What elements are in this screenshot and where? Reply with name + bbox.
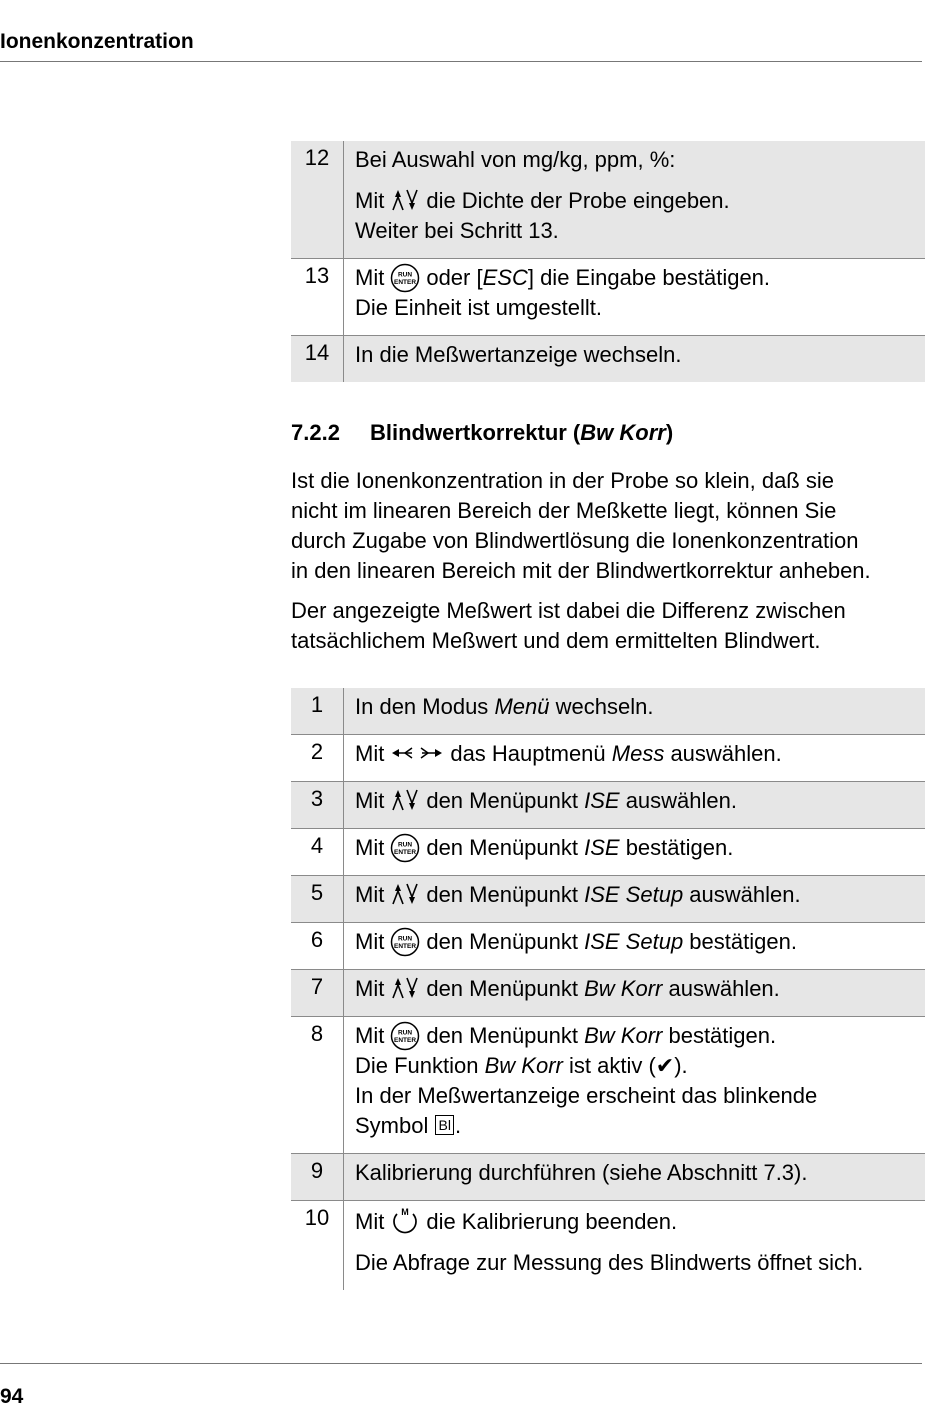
- step-number: 14: [291, 336, 344, 383]
- run-label: RUN: [398, 935, 413, 943]
- step-text: [344, 1154, 926, 1201]
- table-row: [291, 876, 925, 923]
- step-text-part: ist aktiv (: [562, 1053, 656, 1078]
- step-text-part: wechseln.: [549, 694, 654, 719]
- up-down-arrow-keys-icon: [390, 788, 420, 812]
- paragraph-line: in den linearen Bereich mit der Blindwertkorrektur anheben.: [291, 558, 871, 583]
- step-text-part: den Menüpunkt: [426, 835, 585, 860]
- step-text-part: ).: [674, 1053, 688, 1078]
- step-text-part: auswählen.: [683, 882, 801, 907]
- step-text-part: den Menüpunkt: [426, 1023, 585, 1048]
- step-line: [355, 974, 917, 1004]
- table-row: [291, 688, 925, 735]
- enter-label: ENTER: [394, 279, 417, 286]
- table-row: [291, 141, 925, 259]
- step-line: [355, 1111, 917, 1141]
- step-text-part: den Menüpunkt: [426, 882, 585, 907]
- step-text: [344, 336, 926, 383]
- step-line: In der Meßwertanzeige erscheint das blinkende: [355, 1083, 818, 1108]
- step-text: [344, 1017, 926, 1154]
- menu-term: ISE: [584, 788, 620, 813]
- step-line: Kalibrierung durchführen (siehe Abschnitt 7.3).: [355, 1160, 808, 1185]
- step-text-part: In den Modus: [355, 694, 495, 719]
- step-text-part: ] die Eingabe bestätigen.: [527, 265, 771, 290]
- step-line: [355, 1051, 917, 1081]
- step-number: 6: [291, 923, 344, 970]
- step-text-part: auswählen.: [664, 741, 782, 766]
- step-line: [355, 1021, 917, 1051]
- menu-term: ISE Setup: [584, 929, 684, 954]
- up-down-arrow-keys-icon: [390, 188, 420, 212]
- step-number: 10: [291, 1201, 344, 1291]
- step-line: [355, 739, 917, 769]
- menu-term: ISE: [584, 835, 620, 860]
- step-line: [355, 833, 917, 863]
- footer-rule: [0, 1363, 922, 1364]
- table-row: [291, 735, 925, 782]
- step-line: [355, 786, 917, 816]
- header-rule: [0, 61, 922, 62]
- step-number: 5: [291, 876, 344, 923]
- step-text-part: auswählen.: [662, 976, 780, 1001]
- step-number: 2: [291, 735, 344, 782]
- table-row: [291, 782, 925, 829]
- section-title-em: Bw Korr: [580, 420, 666, 445]
- step-text-part: Mit: [355, 788, 385, 813]
- step-text-part: den Menüpunkt: [426, 976, 585, 1001]
- step-text-part: den Menüpunkt: [426, 929, 585, 954]
- step-line: [355, 692, 917, 722]
- step-text: [344, 688, 926, 735]
- check-icon: ✔: [655, 1053, 675, 1078]
- m-label: M: [401, 1207, 410, 1217]
- blank-value-symbol-icon: Bl: [435, 1115, 453, 1135]
- table-row: [291, 829, 925, 876]
- table-row: [291, 1017, 925, 1154]
- paragraph-1: [291, 466, 925, 586]
- step-text-part: Mit: [355, 1209, 385, 1234]
- step-text-part: auswählen.: [619, 788, 737, 813]
- step-text-part: die Kalibrierung beenden.: [426, 1209, 678, 1234]
- step-text-part: Symbol: [355, 1113, 429, 1138]
- page-number: 94: [0, 1385, 24, 1408]
- step-text: [344, 735, 926, 782]
- run-enter-key-icon: [390, 1021, 420, 1051]
- table-row: [291, 970, 925, 1017]
- step-text: [344, 970, 926, 1017]
- steps-table-continued: [291, 141, 925, 382]
- step-line: Bei Auswahl von mg/kg, ppm, %:: [355, 147, 676, 172]
- step-line: Die Einheit ist umgestellt.: [355, 295, 602, 320]
- step-text-part: bestätigen.: [662, 1023, 777, 1048]
- menu-term: Mess: [611, 741, 665, 766]
- step-text-part: Mit: [355, 741, 385, 766]
- paragraph-line: durch Zugabe von Blindwertlösung die Ionenkonzentration: [291, 528, 859, 553]
- step-text-part: Mit: [355, 835, 385, 860]
- step-text-part: bestätigen.: [683, 929, 797, 954]
- table-row: [291, 336, 925, 383]
- paragraph-2: [291, 596, 925, 656]
- menu-term: Bw Korr: [584, 976, 663, 1001]
- step-text-part: oder [: [426, 265, 483, 290]
- step-text: [344, 141, 926, 259]
- run-enter-key-icon: [390, 833, 420, 863]
- esc-key-label: ESC: [482, 265, 528, 290]
- step-text-part: Mit: [355, 188, 385, 213]
- table-row: [291, 923, 925, 970]
- step-number: 13: [291, 259, 344, 336]
- steps-table-2: [291, 688, 925, 1290]
- step-text-part: Mit: [355, 882, 385, 907]
- run-label: RUN: [398, 1029, 413, 1037]
- step-text: [344, 259, 926, 336]
- enter-label: ENTER: [394, 1037, 417, 1044]
- left-right-arrow-keys-icon: [390, 746, 444, 760]
- run-enter-key-icon: [390, 927, 420, 957]
- up-down-arrow-keys-icon: [390, 976, 420, 1000]
- running-head: Ionenkonzentration: [0, 30, 194, 53]
- run-label: RUN: [398, 841, 413, 849]
- step-line: In die Meßwertanzeige wechseln.: [355, 342, 682, 367]
- section-title-part: ): [665, 420, 674, 445]
- table-row: [291, 1154, 925, 1201]
- step-number: 12: [291, 141, 344, 259]
- step-line: [355, 263, 917, 293]
- section-heading: [291, 420, 925, 446]
- step-text: [344, 1201, 926, 1291]
- menu-term: Bw Korr: [584, 1023, 663, 1048]
- step-text-part: Mit: [355, 1023, 385, 1048]
- section-title-part: Blindwertkorrektur (: [370, 420, 581, 445]
- step-text-part: Mit: [355, 929, 385, 954]
- step-text-part: Mit: [355, 265, 385, 290]
- paragraph-line: Der angezeigte Meßwert ist dabei die Differenz zwischen: [291, 598, 846, 623]
- menu-term: Menü: [494, 694, 550, 719]
- step-text-part: Mit: [355, 976, 385, 1001]
- menu-term: Bw Korr: [484, 1053, 563, 1078]
- table-row: [291, 1201, 925, 1291]
- step-line: [355, 186, 917, 216]
- paragraph-line: Ist die Ionenkonzentration in der Probe so klein, daß sie: [291, 468, 834, 493]
- step-text: [344, 876, 926, 923]
- step-line: [355, 1205, 917, 1237]
- paragraph-line: nicht im linearen Bereich der Meßkette liegt, können Sie: [291, 498, 837, 523]
- step-number: 4: [291, 829, 344, 876]
- enter-label: ENTER: [394, 943, 417, 950]
- step-line: Die Abfrage zur Messung des Blindwerts öffnet sich.: [355, 1250, 864, 1275]
- step-line: [355, 927, 917, 957]
- step-text: [344, 829, 926, 876]
- step-number: 9: [291, 1154, 344, 1201]
- step-number: 7: [291, 970, 344, 1017]
- up-down-arrow-keys-icon: [390, 882, 420, 906]
- step-number: 1: [291, 688, 344, 735]
- paragraph-line: tatsächlichem Meßwert und dem ermittelten Blindwert.: [291, 628, 821, 653]
- step-text-part: bestätigen.: [619, 835, 734, 860]
- step-text: [344, 782, 926, 829]
- step-text-part: die Dichte der Probe eingeben.: [426, 188, 730, 213]
- step-text-part: .: [454, 1113, 462, 1138]
- step-text-part: Die Funktion: [355, 1053, 485, 1078]
- section-7-2-2: [291, 420, 925, 656]
- run-label: RUN: [398, 271, 413, 279]
- step-line: [355, 880, 917, 910]
- step-text-part: den Menüpunkt: [426, 788, 585, 813]
- procedure-steps: [291, 688, 925, 1290]
- run-enter-key-icon: [390, 263, 420, 293]
- section-number: 7.2.2: [291, 420, 340, 445]
- step-number: 3: [291, 782, 344, 829]
- step-text-part: das Hauptmenü: [450, 741, 612, 766]
- menu-term: ISE Setup: [584, 882, 684, 907]
- m-key-icon: [390, 1205, 420, 1235]
- enter-label: ENTER: [394, 849, 417, 856]
- table-row: [291, 259, 925, 336]
- step-text: [344, 923, 926, 970]
- step-number: 8: [291, 1017, 344, 1154]
- step-line: Weiter bei Schritt 13.: [355, 218, 559, 243]
- steps-table-1: [291, 141, 925, 382]
